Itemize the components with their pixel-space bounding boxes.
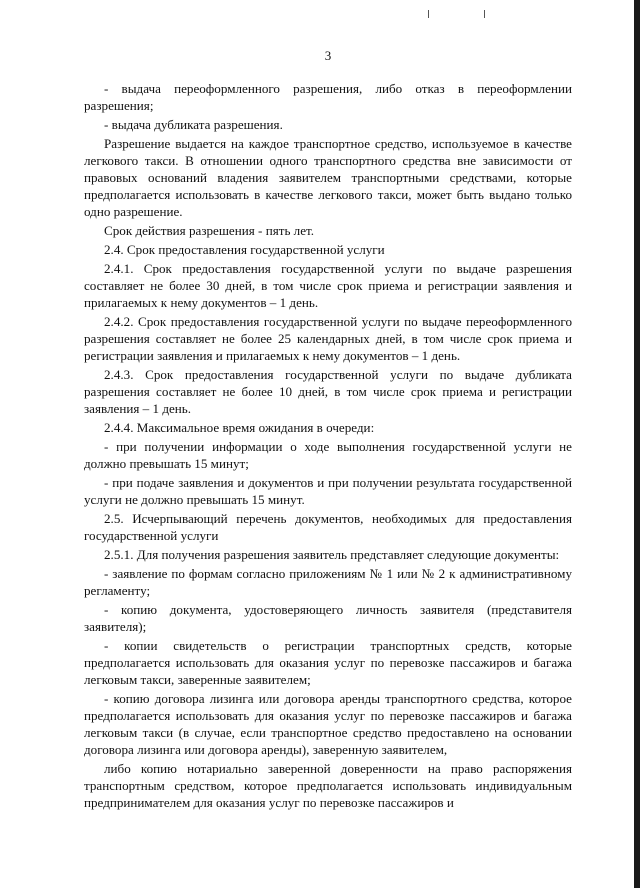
paragraph: - выдача дубликата разрешения. (104, 117, 283, 132)
scan-mark (428, 10, 429, 18)
paragraph: Разрешение выдается на каждое транспортное средство, используемое в качестве легкового такси. В отношении одного транспортного средства вне зависимости от правовых оснований владения заявителем транспортными средствами, которые предполагается использовать в качестве легкового такси, может быть выдано только одно разрешение. (84, 136, 572, 219)
paragraph: - копию документа, удостоверяющего личность заявителя (представителя заявителя); (84, 602, 572, 634)
paragraph: 2.5.1. Для получения разрешения заявитель представляет следующие документы: (104, 547, 560, 562)
paragraph: - копию договора лизинга или договора аренды транспортного средства, которое предполагается использовать для оказания услуг по перевозке пассажиров и багажа легковым такси (в случае, если транспортное средство предоставлено на основании договора лизинга или договора аренды), заверенную заявителем, (84, 691, 572, 757)
paragraph: Срок действия разрешения - пять лет. (104, 223, 315, 238)
paragraph: - копии свидетельств о регистрации транспортных средств, которые предполагается использовать для оказания услуг по перевозке пассажиров и багажа легковым такси, заверенные заявителем; (84, 638, 572, 687)
paragraph: - при получении информации о ходе выполнения государственной услуги не должно превышать 15 минут; (84, 439, 572, 471)
paragraph: 2.4.4. Максимальное время ожидания в очереди: (104, 420, 375, 435)
page-number: 3 (324, 48, 332, 63)
scan-mark (484, 10, 485, 18)
paragraph: - выдача переоформленного разрешения, либо отказ в переоформлении разрешения; (84, 81, 572, 113)
paragraph: 2.4.1. Срок предоставления государственной услуги по выдаче разрешения составляет не более 30 дней, в том числе срок приема и регистрации заявления и прилагаемых к нему документов – 1 день. (84, 261, 572, 310)
section-heading: 2.5. Исчерпывающий перечень документов, необходимых для предоставления государственной услуги (84, 511, 572, 543)
paragraph: либо копию нотариально заверенной доверенности на право распоряжения транспортным средством, которое предполагается использовать индивидуальным предпринимателем для оказания услуг по перевозке пассажиров и (84, 761, 572, 810)
section-heading: 2.4. Срок предоставления государственной услуги (104, 242, 385, 257)
scan-right-edge (634, 0, 640, 888)
paragraph: - при подаче заявления и документов и при получении результата государственной услуги не должно превышать 15 минут. (84, 475, 572, 507)
document-body (84, 80, 572, 813)
paragraph: 2.4.2. Срок предоставления государственной услуги по выдаче переоформленного разрешения составляет не более 25 календарных дней, в том числе срок приема и регистрации заявления и прилагаемых к нему документов – 1 день. (84, 314, 572, 363)
paragraph: 2.4.3. Срок предоставления государственной услуги по выдаче дубликата разрешения составляет не более 10 дней, в том числе срок приема и регистрации заявления – 1 день. (84, 367, 572, 416)
paragraph: - заявление по формам согласно приложениям № 1 или № 2 к административному регламенту; (84, 566, 572, 598)
